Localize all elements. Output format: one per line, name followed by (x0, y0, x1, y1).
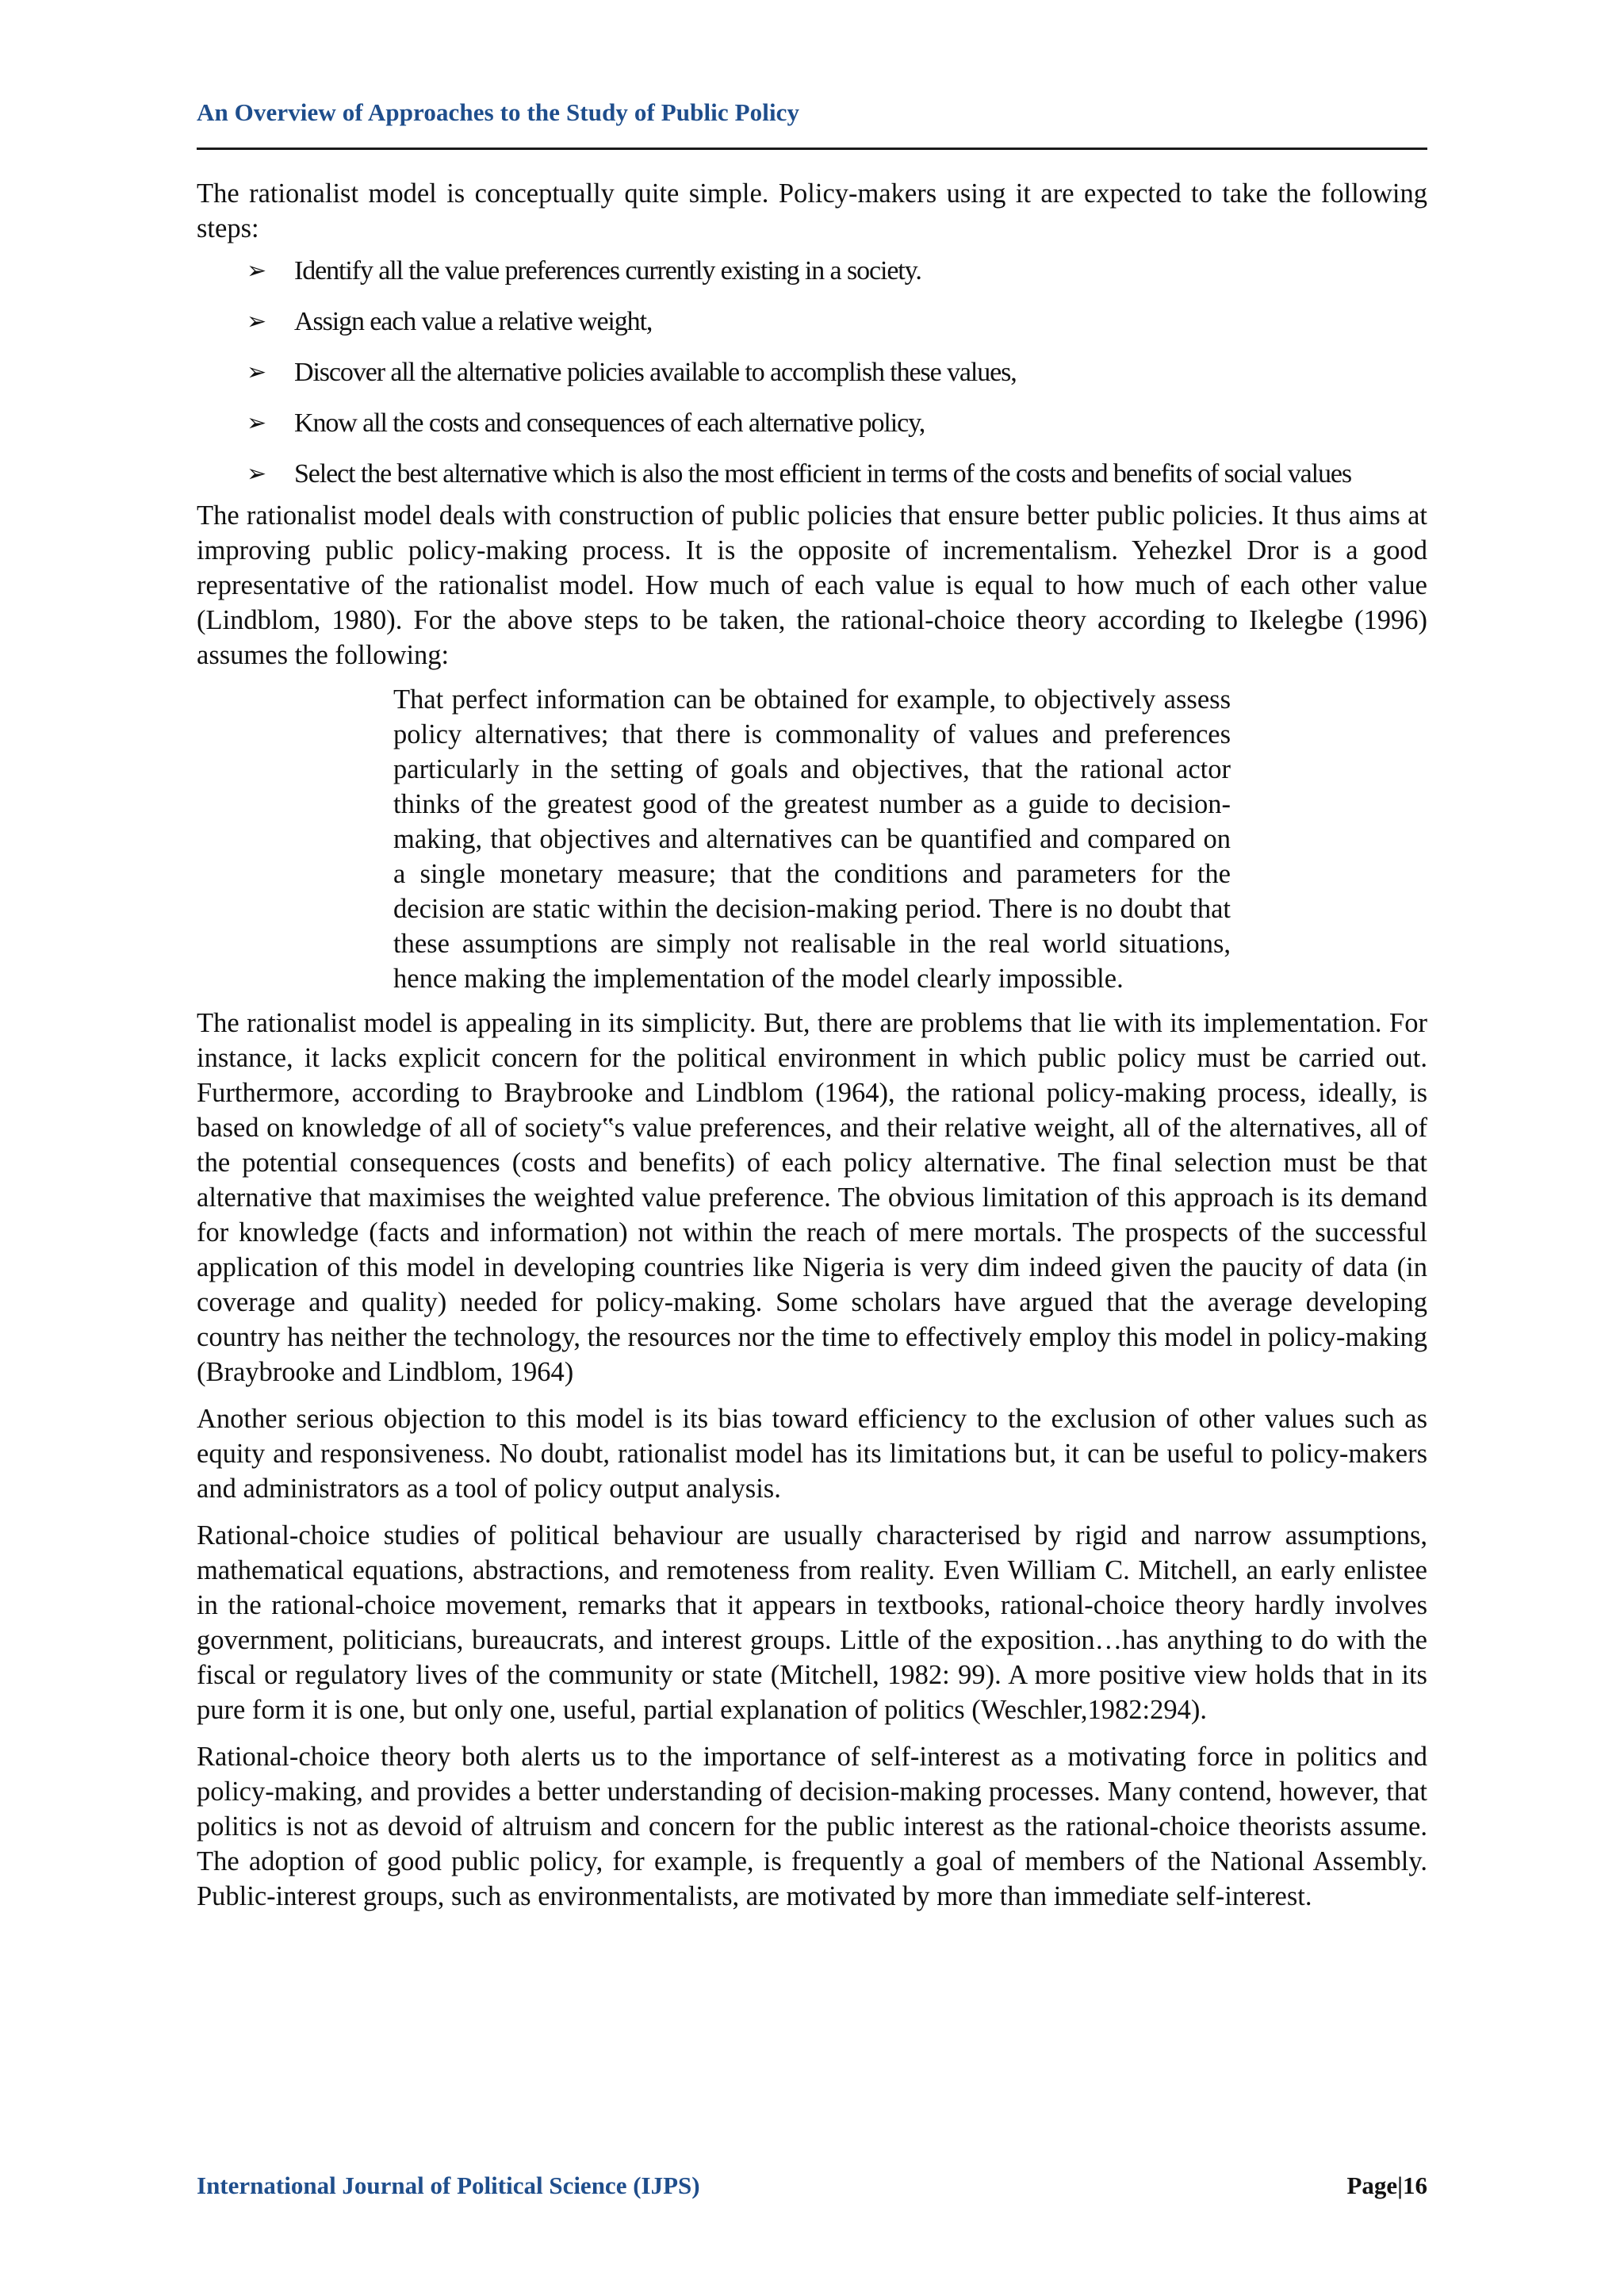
paragraph-rational-choice-studies: Rational-choice studies of political behaviour are usually characterised by rigid and narrow assumptions, mathematical equations, abstractions, and remoteness from reality. Even William C. Mitchell, an early enlistee in the rational-choice movement, remarks that it appears in textbooks, rational-choice theory hardly involves government, politicians, bureaucrats, and interest groups. Little of the exposition…has anything to do with the fiscal or regulatory lives of the community or state (Mitchell, 1982: 99). A more positive view holds that in its pure form it is one, but only one, useful, partial explanation of politics (Weschler,1982:294). (197, 1520, 1427, 1725)
paragraph-objection: Another serious objection to this model is its bias toward efficiency to the exclusion of other values such as equity and responsiveness. No doubt, rationalist model has its limitations but, it can be useful to policy-makers and administrators as a tool of policy output analysis. (197, 1404, 1427, 1504)
list-item (247, 406, 1427, 441)
list-item (247, 254, 1427, 289)
list-item-text: Assign each value a relative weight, (294, 307, 653, 336)
list-item (247, 305, 1427, 339)
intro-paragraph: The rationalist model is conceptually quite simple. Policy-makers using it are expected to take the following steps: (197, 178, 1427, 243)
footer-page-number: Page|16 (1346, 2171, 1427, 2199)
arrow-bullet-icon: ➢ (247, 358, 267, 386)
header-divider (197, 148, 1427, 150)
arrow-bullet-icon: ➢ (247, 257, 267, 285)
list-item-text: Select the best alternative which is also the most efficient in terms of the costs and benefits of social values (294, 459, 1352, 489)
list-item-text: Identify all the value preferences currently existing in a society. (294, 256, 921, 286)
paragraph-self-interest: Rational-choice theory both alerts us to the importance of self-interest as a motivating force in politics and policy-making, and provides a better understanding of decision-making processes. Many contend, however, that politics is not as devoid of altruism and concern for the public interest as the rational-choice theorists assume. The adoption of good public policy, for example, is frequently a goal of members of the National Assembly. Public-interest groups, such as environmentalists, are motivated by more than immediate self-interest. (197, 1742, 1427, 1911)
arrow-bullet-icon: ➢ (247, 308, 267, 335)
body-text (197, 176, 1427, 1914)
paragraph-rationalist-model: The rationalist model deals with construction of public policies that ensure better public policies. It thus aims at improving public policy-making process. It is the opposite of incrementalism. Yehezkel Dror is a good representative of the rationalist model. How much of each value is equal to how much of each other value (Lindblom, 1980). For the above steps to be taken, the rational-choice theory according to Ikelegbe (1996) assumes the following: (197, 500, 1427, 670)
list-item (247, 457, 1427, 492)
arrow-bullet-icon: ➢ (247, 460, 267, 488)
paragraph-simplicity: The rationalist model is appealing in its simplicity. But, there are problems that lie with its implementation. For instance, it lacks explicit concern for the political environment in which public policy must be carried out. Furthermore, according to Braybrooke and Lindblom (1964), the rational policy-making process, ideally, is based on knowledge of all of society‟s value preferences, and their relative weight, all of the alternatives, all of the potential consequences (costs and benefits) of each policy alternative. The final selection must be that alternative that maximises the weighted value preference. The obvious limitation of this approach is its demand for knowledge (facts and information) not within the reach of mere mortals. The prospects of the successful application of this model in developing countries like Nigeria is very dim indeed given the paucity of data (in coverage and quality) needed for policy-making. Some scholars have argued that the average developing country has neither the technology, the resources nor the time to effectively employ this model in policy-making (Braybrooke and Lindblom, 1964) (197, 1008, 1427, 1387)
block-quote-ikelegbe: That perfect information can be obtained for example, to objectively assess policy alternatives; that there is commonality of values and preferences particularly in the setting of goals and objectives, that the rational actor thinks of the greatest good of the greatest number as a guide to decision-making, that objectives and alternatives can be quantified and compared on a single monetary measure; that the conditions and parameters for the decision are static within the decision-making period. There is no doubt that these assumptions are simply not realisable in the real world situations, hence making the implementation of the model clearly impossible. (393, 684, 1231, 994)
running-header-title: An Overview of Approaches to the Study of Public Policy (197, 98, 800, 126)
list-item-text: Discover all the alternative policies available to accomplish these values, (294, 358, 1017, 387)
rational-steps-list (197, 254, 1427, 492)
footer-journal-name: International Journal of Political Science (IJPS) (197, 2171, 700, 2199)
list-item-text: Know all the costs and consequences of each alternative policy, (294, 408, 925, 438)
list-item (247, 355, 1427, 390)
arrow-bullet-icon: ➢ (247, 409, 267, 437)
